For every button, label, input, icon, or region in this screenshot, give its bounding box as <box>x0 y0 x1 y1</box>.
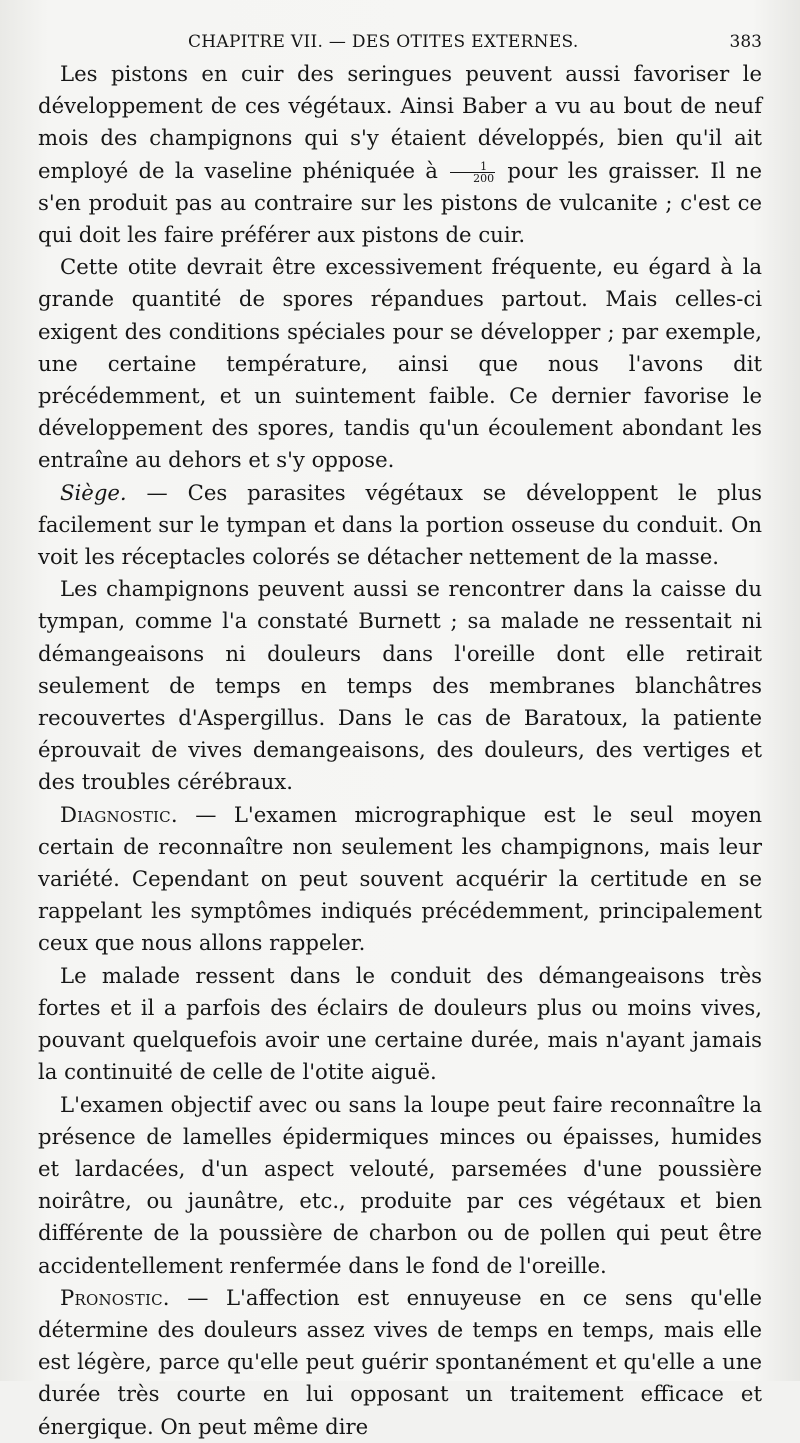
chapter-title: CHAPITRE VII. — DES OTITES EXTERNES. <box>188 32 579 52</box>
paragraph-text: — L'examen micrographique est le seul moyen certain de reconnaître non seulement les champignons, mais leur variété. Cependant on peut souvent acquérir la certitude en se rappelant les symptômes indiqués précédemment, principalement ceux que nous allons rappeler. <box>38 801 762 956</box>
paragraph-pronostic <box>38 1282 762 1443</box>
paragraph-diagnostic <box>38 799 762 960</box>
paragraph-siege <box>38 477 762 574</box>
paragraph-frequence: Cette otite devrait être excessivement fréquente, eu égard à la grande quantité de spores répandues partout. Mais celles-ci exigent des conditions spéciales pour se développer ; par exemple, une certaine température, ainsi que nous l'avons dit précédemment, et un suintement faible. Ce dernier favorise le développement des spores, tandis qu'un écoulement abondant les entraîne au dehors et s'y oppose. <box>38 254 762 473</box>
body-text <box>38 58 762 1443</box>
section-lead-pronostic: Pronostic. <box>60 1284 170 1310</box>
fraction-numerator: 1 <box>450 161 495 173</box>
paragraph-examen-objectif: L'examen objectif avec ou sans la loupe peut faire reconnaître la présence de lamelles épidermiques minces ou épaisses, humides et lardacées, d'un aspect velouté, parsemées d'une poussière noirâtre, ou jaunâtre, etc., produite par ces végétaux et bien différente de la poussière de charbon ou de pollen qui peut être accidentellement renfermée dans le fond de l'oreille. <box>38 1091 762 1278</box>
paragraph-text: — Ces parasites végétaux se développent le plus facilement sur le tympan et dans la portion osseuse du conduit. On voit les réceptacles colorés se détacher nettement de la masse. <box>38 479 762 570</box>
fraction <box>450 161 495 184</box>
paragraph-text: — L'affection est ennuyeuse en ce sens qu'elle détermine des douleurs assez vives de temps en temps, mais elle est légère, parce qu'elle peut guérir spontanément et qu'elle a une durée très courte en lui opposant un traitement efficace et énergique. On peut même dire <box>38 1284 762 1439</box>
fraction-denominator: 200 <box>473 171 495 185</box>
paragraph-pistons <box>38 58 762 251</box>
running-header <box>38 28 762 58</box>
section-lead-siege: Siège. <box>60 479 127 505</box>
paragraph-symptomes: Le malade ressent dans le conduit des démangeaisons très fortes et il a parfois des éclairs de douleurs plus ou moins vives, pouvant quelquefois avoir une certaine durée, mais n'ayant jamais la continuité de celle de l'otite aiguë. <box>38 962 762 1085</box>
paragraph-caisse-tympan: Les champignons peuvent aussi se rencontrer dans la caisse du tympan, comme l'a constaté Burnett ; sa malade ne ressentait ni démangeaisons ni douleurs dans l'oreille dont elle retirait seulement de temps en temps des membranes blanchâtres recouvertes d'Aspergillus. Dans le cas de Baratoux, la patiente éprouvait de vives demangeaisons, des douleurs, des vertiges et des troubles cérébraux. <box>38 576 762 795</box>
page-number: 383 <box>729 32 762 52</box>
paragraph-text: pour les graisser. Il ne s'en produit pas au contraire sur les pistons de vulcanite ; c'est ce qui doit les faire préférer aux pistons de cuir. <box>38 157 762 248</box>
paragraph-text: Les pistons en cuir des seringues peuvent aussi favoriser le développement de ces végétaux. Ainsi Baber a vu au bout de neuf mois des champignons qui s'y étaient développés, bien qu'il ait employé de la vaseline phéniquée à <box>38 61 762 183</box>
section-lead-diagnostic: Diagnostic. <box>60 801 178 827</box>
